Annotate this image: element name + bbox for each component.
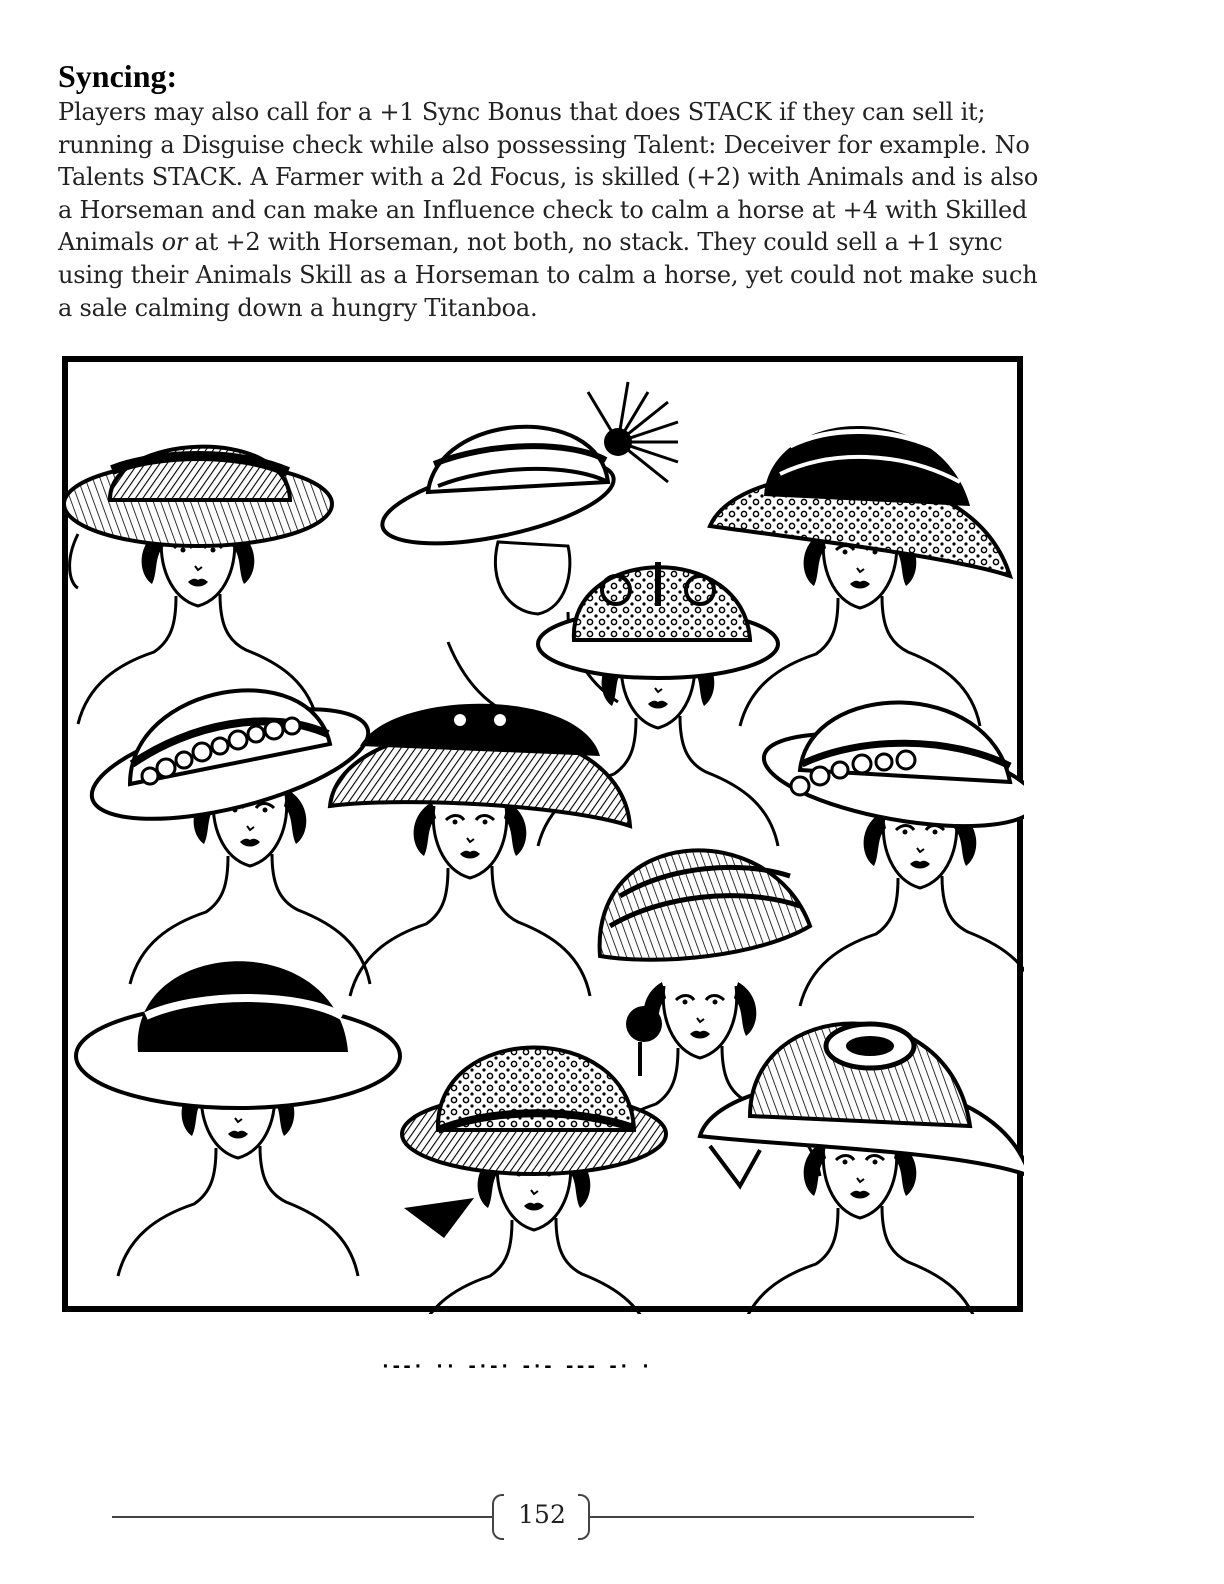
left-bracket-icon [492, 1494, 504, 1540]
footer-rule-right [590, 1516, 974, 1518]
morse-code-line [380, 1356, 700, 1376]
right-bracket-icon [578, 1494, 590, 1540]
italic-word: or [161, 228, 188, 257]
paragraph-line: a Horseman and can make an Influence check to calm a horse at +4 with Skilled [58, 195, 1028, 224]
footer-rule-left [112, 1516, 494, 1518]
paragraph-text: Animals [58, 228, 162, 257]
paragraph-line: running a Disguise check while also possessing Talent: Deceiver for example. No [58, 130, 1030, 159]
morse-code-text: ·--· ·· -·-· -·- --- -· · [380, 1356, 651, 1376]
paragraph-line: Players may also call for a +1 Sync Bonus that does STACK if they can sell it; [58, 98, 986, 126]
section-heading: Syncing: [58, 58, 178, 94]
page-number: 152 [518, 1500, 566, 1529]
paragraph-line: a sale calming down a hungry Titanboa. [58, 293, 538, 322]
paragraph-text: at +2 with Horseman, not both, no stack. They could sell a +1 sync [187, 228, 1003, 257]
paragraph-line: Talents STACK. A Farmer with a 2d Focus, is skilled (+2) with Animals and is also [58, 163, 1039, 192]
section-paragraph [58, 96, 1048, 324]
vintage-hats-illustration-icon [60, 356, 1024, 1314]
page-footer [112, 1490, 974, 1546]
paragraph-line: using their Animals Skill as a Horseman to calm a horse, yet could not make such [58, 260, 1038, 289]
paragraph-line-with-italic [58, 226, 1048, 259]
